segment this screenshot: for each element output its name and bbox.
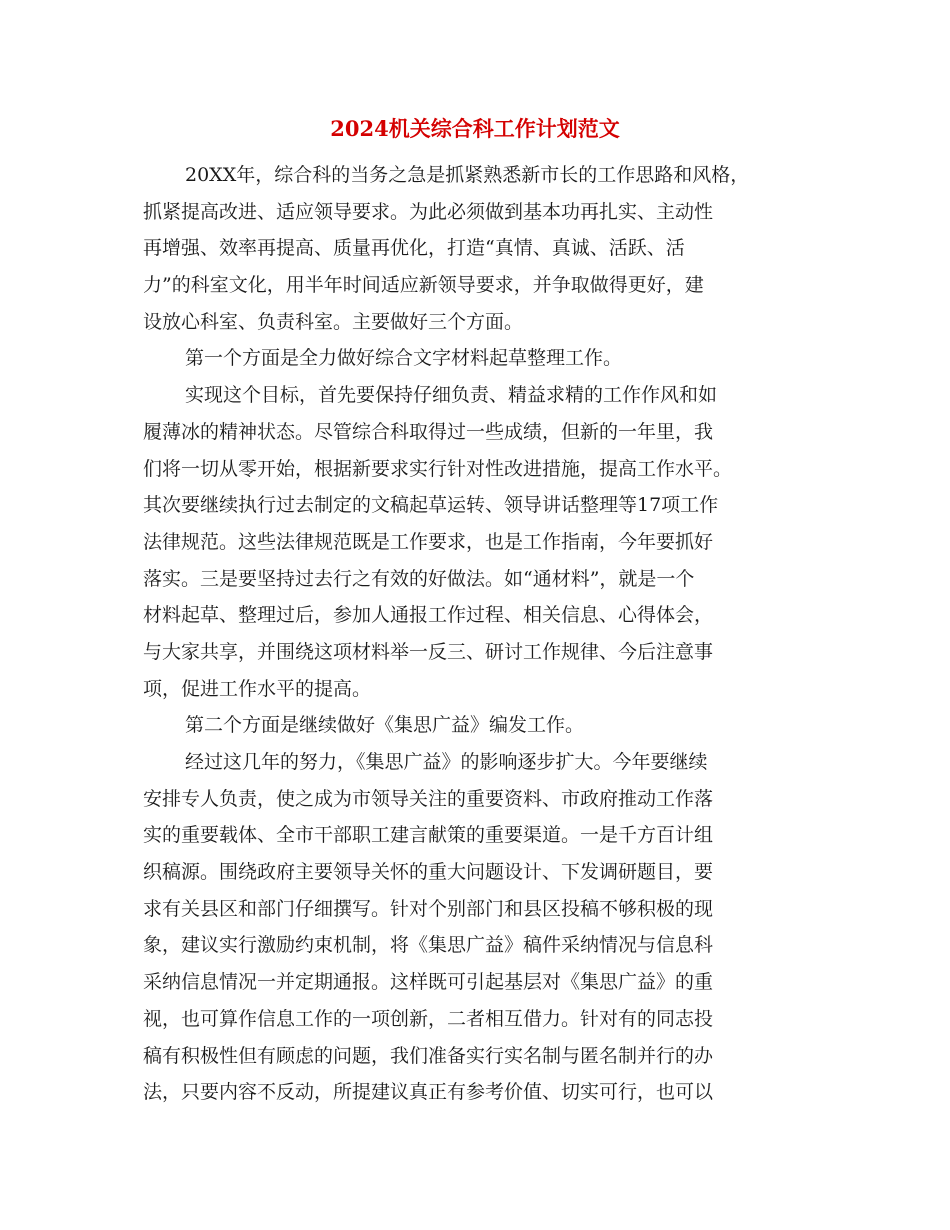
text-line: 视，也可算作信息工作的一项创新，二者相互借力。针对有的同志投 xyxy=(143,1007,714,1030)
text-line: 织稿源。围绕政府主要领导关怀的重大问题设计、下发调研题目，要 xyxy=(143,861,714,884)
text-line: 经过这几年的努力，《集思广益》的影响逐步扩大。今年要继续 xyxy=(185,751,708,773)
document-body xyxy=(143,157,813,1111)
text-line: 法律规范。这些法律规范既是工作要求，也是工作指南，今年要抓好 xyxy=(143,530,714,553)
text-line: 落实。三是要坚持过去行之有效的好做法。如“通材料”，就是一个 xyxy=(143,567,695,590)
text-line: 再增强、效率再提高、质量再优化，打造“真情、真诚、活跃、活 xyxy=(143,237,685,260)
text-line: 求有关县区和部门仔细撰写。针对个别部门和县区投稿不够积极的现 xyxy=(143,897,714,920)
text-line: 实的重要载体、全市干部职工建言献策的重要渠道。一是千方百计组 xyxy=(143,824,714,847)
text-line: 材料起草、整理过后，参加人通报工作过程、相关信息、心得体会， xyxy=(143,604,714,627)
text-line: 其次要继续执行过去制定的文稿起草运转、领导讲话整理等17项工作 xyxy=(143,494,719,517)
text-line: 与大家共享，并围绕这项材料举一反三、研讨工作规律、今后注意事 xyxy=(143,640,714,663)
text-line: 力”的科室文化，用半年时间适应新领导要求，并争取做得更好，建 xyxy=(143,274,704,297)
text-line: 第一个方面是全力做好综合文字材料起草整理工作。 xyxy=(185,347,623,370)
text-line: 抓紧提高改进、适应领导要求。为此必须做到基本功再扎实、主动性 xyxy=(143,200,714,223)
text-line: 们将一切从零开始，根据新要求实行针对性改进措施，提高工作水平。 xyxy=(143,457,733,480)
text-line: 象，建议实行激励约束机制，将《集思广益》稿件采纳情况与信息科 xyxy=(143,934,714,957)
text-line: 稿有积极性但有顾虑的问题，我们准备实行实名制与匿名制并行的办 xyxy=(143,1044,714,1067)
text-line: 实现这个目标，首先要保持仔细负责、精益求精的工作作风和如 xyxy=(185,384,718,407)
text-line: 20XX年，综合科的当务之急是抓紧熟悉新市长的工作思路和风格， xyxy=(185,164,750,186)
text-line: 安排专人负责，使之成为市领导关注的重要资料、市政府推动工作落 xyxy=(143,787,714,810)
text-line: 采纳信息情况一并定期通报。这样既可引起基层对《集思广益》的重 xyxy=(143,971,714,994)
text-line: 法，只要内容不反动，所提建议真正有参考价值、切实可行，也可以 xyxy=(143,1081,714,1104)
text-line: 第二个方面是继续做好《集思广益》编发工作。 xyxy=(185,714,585,737)
text-line: 设放心科室、负责科室。主要做好三个方面。 xyxy=(143,310,524,333)
text-line: 履薄冰的精神状态。尽管综合科取得过一些成绩，但新的一年里，我 xyxy=(143,420,714,443)
document-title: 2024机关综合科工作计划范文 xyxy=(330,116,620,141)
text-line: 项，促进工作水平的提高。 xyxy=(143,677,372,700)
